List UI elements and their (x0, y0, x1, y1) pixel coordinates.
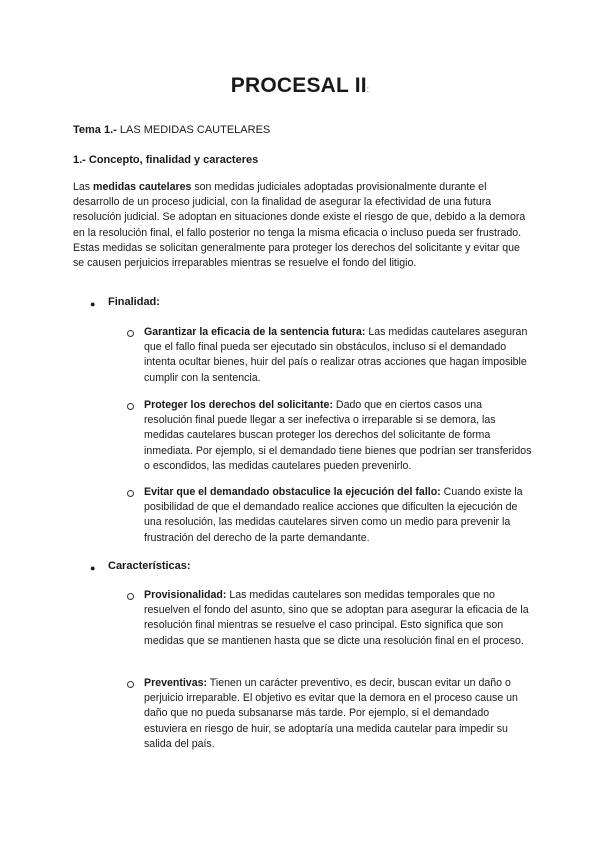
intro-lead: Las (73, 181, 94, 193)
finalidad-item (144, 398, 532, 474)
caracteristicas-label: Características: (108, 560, 191, 572)
finalidad-label: Finalidad: (108, 296, 160, 308)
title-text: PROCESAL II (230, 74, 367, 97)
document-title (0, 74, 600, 98)
circle-bullet-icon (127, 490, 134, 497)
circle-bullet-icon (127, 403, 134, 410)
item-term: Proteger los derechos del solicitante: (144, 399, 333, 411)
intro-bold-term: medidas cautelares (93, 181, 192, 193)
intro-rest: son medidas judiciales adoptadas provisionalmente durante el desarrollo de un proceso judicial, con la finalidad de asegurar la efectividad de una futura resolución judicial. Se adoptan en situaciones donde existe el riesgo de que, debido a la demora en la resolución final, el fallo posterior no tenga la misma eficacia o incluso pueda ser frustrado. Estas medidas se solicitan generalmente para proteger los derechos del solicitante y evitar que se causen perjuicios irreparables mientras se resuelve el fondo del litigio. (73, 181, 526, 270)
item-text: Las medidas cautelares aseguran que el fallo final pueda ser ejecutado sin obstáculos, incluso si el demandado intenta ocultar bienes, huir del país o realizar otras acciones que hagan imposible cumplir con la sentencia. (144, 326, 528, 384)
intro-paragraph (73, 180, 528, 271)
item-term: Evitar que el demandado obstaculice la ejecución del fallo: (144, 486, 441, 498)
title-suffix: : (366, 85, 370, 94)
item-text: Cuando existe la posibilidad de que el demandado realice acciones que dificulten la ejecución de una resolución, las medidas cautelares sirven como un medio para prevenir la frustración del derecho de la parte demandante. (144, 486, 523, 544)
bullet-dot-icon: ● (90, 563, 96, 573)
section-heading: 1.- Concepto, finalidad y caracteres (73, 154, 259, 166)
item-text: Las medidas cautelares son medidas temporales que no resuelven el fondo del asunto, sino que se adoptan para asegurar la eficacia de la resolución final mientras se resuelve el caso principal. Esto significa que son medidas que se mantienen hasta que se dicte una resolución final en el proceso. (144, 589, 529, 647)
circle-bullet-icon (127, 330, 134, 337)
bullet-dot-icon: ● (90, 299, 96, 309)
topic-heading (73, 124, 270, 136)
item-text: Tienen un carácter preventivo, es decir, buscan evitar un daño o perjuicio irreparable. El objetivo es evitar que la demora en el proceso cause un daño que no pueda subsanarse más tarde. Por ejemplo, si el demandado estuviera en riesgo de huir, se adoptaría una medida cautelar para impedir su salida del país. (144, 677, 518, 750)
caracteristicas-item (144, 588, 532, 649)
topic-prefix: Tema 1.- (73, 124, 117, 136)
item-text: Dado que en ciertos casos una resolución final puede llegar a ser inefectiva o irreparable si se demora, las medidas cautelares buscan proteger los derechos del solicitante de forma inmediata. Por ejemplo, si el demandado tiene bienes que podrían ser transferidos o escondidos, las medidas cautelares pueden prevenirlo. (144, 399, 532, 472)
item-term: Provisionalidad: (144, 589, 227, 601)
finalidad-item (144, 485, 532, 546)
item-term: Preventivas: (144, 677, 208, 689)
circle-bullet-icon (127, 593, 134, 600)
caracteristicas-item (144, 676, 532, 752)
item-term: Garantizar la eficacia de la sentencia futura: (144, 326, 366, 338)
circle-bullet-icon (127, 681, 134, 688)
topic-name: LAS MEDIDAS CAUTELARES (119, 124, 271, 136)
finalidad-item (144, 325, 532, 386)
